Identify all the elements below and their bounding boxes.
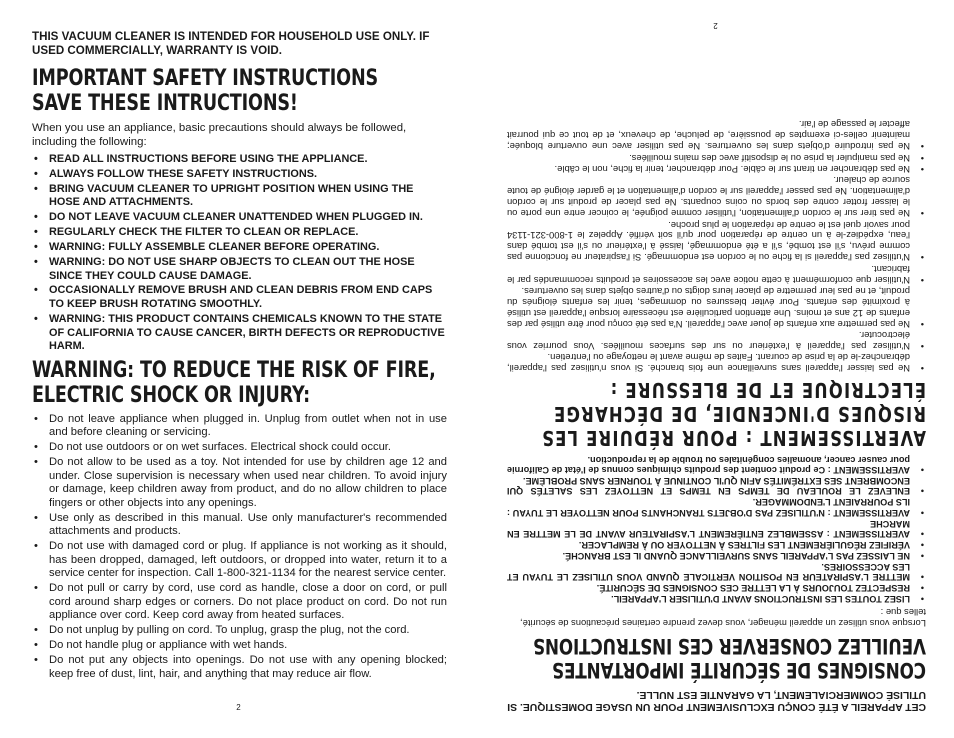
bold-instructions-list <box>32 153 447 354</box>
bullet-icon: • <box>34 284 38 297</box>
list-item: • Do not unplug by pulling on cord. To unplug, grasp the plug, not the cord. <box>34 624 410 637</box>
bullet-icon: • <box>34 456 38 469</box>
safety-title-fr-line-1: CONSIGNES DE SÉCURITÉ IMPORTANTES <box>552 658 926 682</box>
bullet-icon: • <box>34 654 38 667</box>
warning-list <box>32 413 447 682</box>
list-item: • Ne pas manipuler la prise ou le dispositif avec des mains mouillées. <box>629 152 924 164</box>
household-use-notice-fr: CET APPAREIL A ÉTÉ CONÇU EXCLUSIVEMENT POUR UN USAGE DOMESTIQUE. SI UTILISÉ COMMERCIALEMENT, LA GARANTIE EST NULLE. <box>507 689 926 712</box>
french-page-upside-down <box>477 0 954 738</box>
list-item: • READ ALL INSTRUCTIONS BEFORE USING THE APPLIANCE. <box>34 153 368 165</box>
bullet-icon: • <box>920 465 924 476</box>
list-item: • NE LAISSEZ PAS L'APPAREIL SANS SURVEILLANCE QUAND IL EST BRANCHÉ. <box>562 550 924 561</box>
list-item: • BRING VACUUM CLEANER TO UPRIGHT POSITION WHEN USING THE HOSE AND ATTACHMENTS. <box>34 182 414 209</box>
list-item: • N'utilisez pas l'appareil si la fiche ou le cordon est endommagé. Si l'aspirateur ne fonctionne pas comme prévu, s'il est tombé, s'il a été endommagé, laissé à l'extérieur ou s'il est tombé dans l'eau, expédiez-le à un centre de réparation pour qu'il soit vérifié. Appelez le 1-800-321-1134 pour savoir quel est le centre de réparation le plus proche. <box>507 219 924 264</box>
list-item: • METTRE L'ASPIRATEUR EN POSITION VERTICALE QUAND VOUS UTILISEZ LE TUYAU ET LES ACCESSOIRES. <box>507 561 924 583</box>
list-item: • Ne pas laisser l'appareil sans surveillance une fois branché. Si vous n'utilisez pas l'appareil, débranchez-le de la prise de courant. Faites de même avant le nettoyage ou l'entretien. <box>507 352 924 375</box>
bullet-icon: • <box>920 318 924 330</box>
list-item: • Do not use with damaged cord or plug. If appliance is not working as it should, has been dropped, damaged, left outdoors, or dropped into water, return it to a service center for inspection. Call 1-800-321-1134 for the nearest service center. <box>34 540 447 580</box>
bullet-icon: • <box>34 511 38 524</box>
safety-title-fr <box>507 634 926 682</box>
bullet-icon: • <box>920 208 924 220</box>
bullet-icon: • <box>920 341 924 352</box>
list-item: • Do not pull or carry by cord, use cord as handle, close a door on cord, or pull cord around sharp edges or corners. Do not place product on cord. Do not run appliance over cord. Keep cord away from heated surfaces. <box>34 582 447 622</box>
bullet-icon: • <box>34 167 38 180</box>
bullet-icon: • <box>34 582 38 595</box>
list-item: • RESPECTEZ TOUJOURS À LA LETTRE CES CONSIGNES DE SÉCURITÉ. <box>596 583 924 594</box>
list-item: • DO NOT LEAVE VACUUM CLEANER UNATTENDED WHEN PLUGGED IN. <box>34 211 423 224</box>
list-item: • AVERTISSEMENT : Ce produit contient des produits chimiques connus de l'état de Californie pour causer cancer, anomalies congénitales ou trouble de la reproduction. <box>507 454 924 476</box>
bullet-icon: • <box>34 226 38 239</box>
list-item: • N'utilisez pas l'appareil à l'extérieur ou sur des surfaces mouillées. Vous pourriez vous électrocuter. <box>507 330 924 352</box>
list-item: • AVERTISSEMENT : N'UTILISEZ PAS D'OBJETS TRANCHANTS POUR NETTOYER LE TUYAU : ILS POURRAIENT L'ENDOMMAGER. <box>507 497 924 518</box>
safety-title-line-2: SAVE THESE INTRUCTIONS! <box>32 91 298 116</box>
bullet-icon: • <box>34 540 38 553</box>
list-item: • WARNING: DO NOT USE SHARP OBJECTS TO CLEAN OUT THE HOSE SINCE THEY COULD CAUSE DAMAGE. <box>34 255 415 282</box>
bullet-icon: • <box>34 412 38 425</box>
list-item: • WARNING: THIS PRODUCT CONTAINS CHEMICALS KNOWN TO THE STATE OF CALIFORNIA TO CAUSE CANCER, BIRTH DEFECTS OR REPRODUCTIVE HARM. <box>34 312 445 353</box>
bullet-icon: • <box>920 507 924 518</box>
warning-heading: WARNING: TO REDUCE THE RISK OF FIRE, ELECTRIC SHOCK OR INJURY: <box>32 357 436 408</box>
bullet-icon: • <box>920 274 924 286</box>
list-item: • Do not allow to be used as a toy. Not intended for use by children age 12 and under. Close supervision is necessary when used near children. To avoid injury or damage, keep children away from product, and do no allow children to place fingers or other objects into any openings. <box>34 456 447 509</box>
bullet-icon: • <box>920 539 924 550</box>
bullet-icon: • <box>34 639 38 652</box>
bullet-icon: • <box>920 583 924 594</box>
safety-title <box>32 66 447 116</box>
list-item: • AVERTISSEMENT : ASSEMBLEZ ENTIÈREMENT L'ASPIRATEUR AVANT DE LE METTRE EN MARCHE <box>507 518 924 540</box>
bullet-icon: • <box>920 141 924 153</box>
list-item: • Do not leave appliance when plugged in. Unplug from outlet when not in use and before cleaning or servicing. <box>34 412 447 439</box>
list-item: • N'utiliser que conformément à cette notice avec les accessoires et produits recommandés par le fabricant. <box>507 263 924 286</box>
bullet-icon: • <box>34 255 38 268</box>
bullet-icon: • <box>34 441 38 454</box>
precautions-intro-fr: Lorsque vous utilisez un appareil ménager, vous devez prendre certaines précautions de sécurité, telles que : <box>520 607 926 629</box>
list-item: • Do not use outdoors or on wet surfaces. Electrical shock could occur. <box>34 441 392 454</box>
list-item: • WARNING: FULLY ASSEMBLE CLEANER BEFORE OPERATING. <box>34 241 380 254</box>
bullet-icon: • <box>34 624 38 637</box>
list-item: • Use only as described in this manual. Use only manufacturer's recommended attachments and products. <box>34 511 447 538</box>
bullet-icon: • <box>920 164 924 175</box>
list-item: • Ne pas débrancher en tirant sur le câble. Pour débrancher, tenir la fiche, non le câble. <box>554 164 924 175</box>
warning-heading-fr: AVERTISSEMENT : POUR RÉDUIRE LES RISQUES D'INCENDIE, DE DÉCHARGE ÉLECTRIQUE ET DE BLESSURE : <box>540 378 926 451</box>
safety-title-line-1: IMPORTANT SAFETY INSTRUCTIONS <box>32 66 379 91</box>
page-number: 2 <box>236 703 241 712</box>
list-item: • Ne pas permettre aux enfants de jouer avec l'appareil. N'a pas été conçu pour être utilisé par des enfants de 12 ans et moins. Une attention particulière est nécessaire lorsque l'appareil est utilisé à proximité des enfants. Pour éviter blessures ou dommages, tenir les enfants éloignés du produit, et ne pas leur permettre de placer leurs doigts ou d'autres objets dans les ouvertures. <box>507 285 924 330</box>
list-item: • Do not handle plug or appliance with wet hands. <box>34 639 288 652</box>
safety-title-fr-line-2: VEUILLEZ CONSERVER CES INSTRUCTIONS <box>533 634 926 658</box>
list-item: • Do not put any objects into openings. Do not use with any opening blocked; keep free of dust, lint, hair, and anything that may reduce air flow. <box>34 654 447 680</box>
bullet-icon: • <box>34 182 38 195</box>
bullet-icon: • <box>920 363 924 375</box>
bullet-icon: • <box>34 153 38 165</box>
bullet-icon: • <box>920 550 924 561</box>
list-item: • REGULARLY CHECK THE FILTER TO CLEAN OR REPLACE. <box>34 226 359 239</box>
bullet-icon: • <box>920 529 924 540</box>
bullet-icon: • <box>34 312 38 325</box>
list-item: • ALWAYS FOLLOW THESE SAFETY INSTRUCTIONS. <box>34 167 318 180</box>
bullet-icon: • <box>34 241 38 254</box>
list-item: • OCCASIONALLY REMOVE BRUSH AND CLEAN DEBRIS FROM END CAPS TO KEEP BRUSH ROTATING SMOOTHLY. <box>34 284 433 311</box>
bullet-icon: • <box>920 594 924 604</box>
list-item: • ENLEVEZ LE ROULEAU DE TEMPS EN TEMPS ET NETTOYEZ LES SALETÉS QUI ENCOMBRENT SES EXTRÉMITÉS AFIN QU'IL CONTINUE À TOURNER SANS PROBLÈME. <box>507 476 924 497</box>
bullet-icon: • <box>920 252 924 264</box>
precautions-intro: When you use an appliance, basic precautions should always be followed, including the following: <box>32 122 407 148</box>
list-item: • Ne pas introduire d'objets dans les ouvertures. Ne pas utiliser avec une ouverture bloquée; maintenir celles-ci exemptes de poussière, de peluche, de cheveux, et de tout ce qui pourrait affecter le passage de l'air. <box>507 119 924 153</box>
bold-instructions-list-fr <box>507 454 926 604</box>
list-item: • LISEZ TOUTES LES INSTRUCTIONS AVANT D'UTILISER L'APPAREIL. <box>611 594 924 604</box>
household-use-notice: THIS VACUUM CLEANER IS INTENDED FOR HOUSEHOLD USE ONLY. IF USED COMMERCIALLY, WARRANTY IS VOID. <box>32 30 430 57</box>
bullet-icon: • <box>34 211 38 224</box>
warning-list-fr <box>507 118 926 373</box>
page-number-fr: 2 <box>713 21 718 30</box>
list-item: • Ne pas tirer sur le cordon d'alimentation, l'utiliser comme poignée, le coincer entre une porte ou le laisser frotter contre des bords ou coins coupants. Ne pas placer de produit sur le cordon d'alimentation. Ne pas passer l'appareil sur le cordon d'alimentation et le garder éloigné de toute source de chaleur. <box>507 175 924 220</box>
bullet-icon: • <box>920 572 924 583</box>
bullet-icon: • <box>920 486 924 497</box>
list-item: • VÉRIFIEZ RÉGULIÈREMENT LES FILTRES À NETTOYER OU À REMPLACER. <box>578 539 924 550</box>
bullet-icon: • <box>920 152 924 164</box>
